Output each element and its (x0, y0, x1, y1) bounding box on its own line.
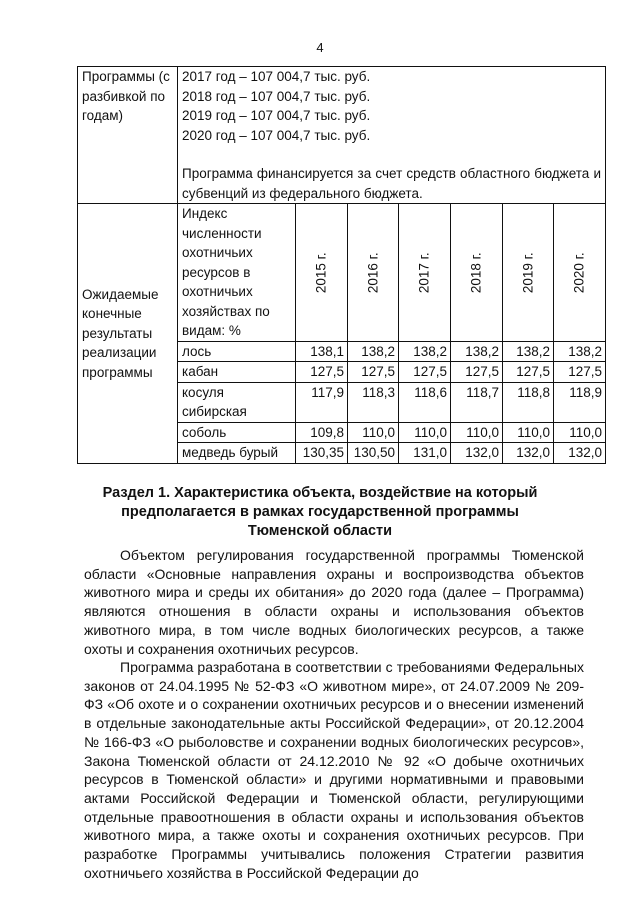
year-header: 2016 г. (348, 204, 399, 342)
value-cell: 118,9 (554, 382, 606, 422)
species-name: медведь бурый (178, 443, 296, 464)
value-cell: 138,2 (554, 341, 606, 362)
value-cell: 127,5 (503, 362, 554, 383)
value-cell: 117,9 (296, 382, 348, 422)
value-cell: 127,5 (399, 362, 451, 383)
species-name: соболь (178, 422, 296, 443)
funding-note: Программа финансируется за счет средств областного бюджета и субвенций из федерального бюджета. (182, 166, 602, 201)
species-name: косуля сибирская (178, 382, 296, 422)
funding-line: 2018 год – 107 004,7 тыс. руб. (182, 88, 371, 104)
year-header: 2018 г. (451, 204, 503, 342)
year-header: 2015 г. (296, 204, 348, 342)
value-cell: 127,5 (451, 362, 503, 383)
year-header: 2020 г. (554, 204, 606, 342)
value-cell: 118,8 (503, 382, 554, 422)
value-cell: 118,6 (399, 382, 451, 422)
year-header: 2019 г. (503, 204, 554, 342)
value-cell: 138,2 (348, 341, 399, 362)
value-cell: 110,0 (554, 422, 606, 443)
funding-line: 2019 год – 107 004,7 тыс. руб. (182, 108, 371, 123)
value-cell: 127,5 (554, 362, 606, 383)
value-cell: 130,35 (296, 443, 348, 464)
year-header: 2017 г. (399, 204, 451, 342)
value-cell: 131,0 (399, 443, 451, 464)
value-cell: 138,2 (503, 341, 554, 362)
indicator-header: Индекс численности охотничьих ресурсов в охотничьих хозяйствах по видам: % (178, 204, 296, 342)
funding-row (78, 67, 606, 204)
value-cell: 138,1 (296, 341, 348, 362)
value-cell: 132,0 (503, 443, 554, 464)
value-cell: 127,5 (348, 362, 399, 383)
value-cell: 132,0 (451, 443, 503, 464)
value-cell: 138,2 (451, 341, 503, 362)
program-passport-table (77, 66, 606, 464)
funding-line: 2020 год – 107 004,7 тыс. руб. (182, 127, 371, 143)
value-cell: 110,0 (451, 422, 503, 443)
value-cell: 110,0 (503, 422, 554, 443)
value-cell: 118,7 (451, 382, 503, 422)
paragraph: Программа разработана в соответствии с требованиями Федеральных законов от 24.04.1995 № 52-ФЗ «О животном мире», от 24.07.2009 № 209-ФЗ «Об охоте и о сохранении охотничьих ресурсов и о внесении изменений в отдельные законодательные акты Российской Федерации», от 20.12.2004 № 166-ФЗ «О рыболовстве и сохранении водных биологических ресурсов», Закона Тюменской области от 24.12.2010 № 92 «О добыче охотничьих ресурсов в Тюменской области» и другими нормативными и правовыми актами Российской Федерации и Тюменской области, регулирующими отдельные правоотношения в области охраны и использования объектов животного мира, а также охоты и сохранения охотничьих ресурсов. При разработке Программы учитывались положения Стратегии развития охотничьего хозяйства в Российской Федерации до (84, 659, 584, 881)
species-name: кабан (178, 362, 296, 383)
value-cell: 110,0 (399, 422, 451, 443)
value-cell: 118,3 (348, 382, 399, 422)
indicator-header-row (78, 204, 606, 342)
section-title: Раздел 1. Характеристика объекта, воздействие на который предполагается в рамках государственной программы Тюменской области (102, 485, 538, 539)
value-cell: 127,5 (296, 362, 348, 383)
value-cell: 130,50 (348, 443, 399, 464)
page-number: 4 (316, 40, 324, 55)
expected-results-label: Ожидаемые конечные результаты реализации программы (78, 204, 178, 464)
value-cell: 110,0 (348, 422, 399, 443)
funding-label: Программы (с разбивкой по годам) (78, 67, 178, 204)
value-cell: 138,2 (399, 341, 451, 362)
value-cell: 132,0 (554, 443, 606, 464)
paragraph: Объектом регулирования государственной программы Тюменской области «Основные направления охраны и воспроизводства объектов животного мира и среды их обитания» до 2020 года (далее – Программа) являются отношения в области охраны и использования объектов животного мира, в том числе водных биологических ресурсов, а также охоты и сохранения охотничьих ресурсов. (84, 547, 584, 657)
funding-line: 2017 год – 107 004,7 тыс. руб. (182, 69, 371, 84)
value-cell: 109,8 (296, 422, 348, 443)
funding-cell (178, 67, 606, 204)
species-name: лось (178, 341, 296, 362)
